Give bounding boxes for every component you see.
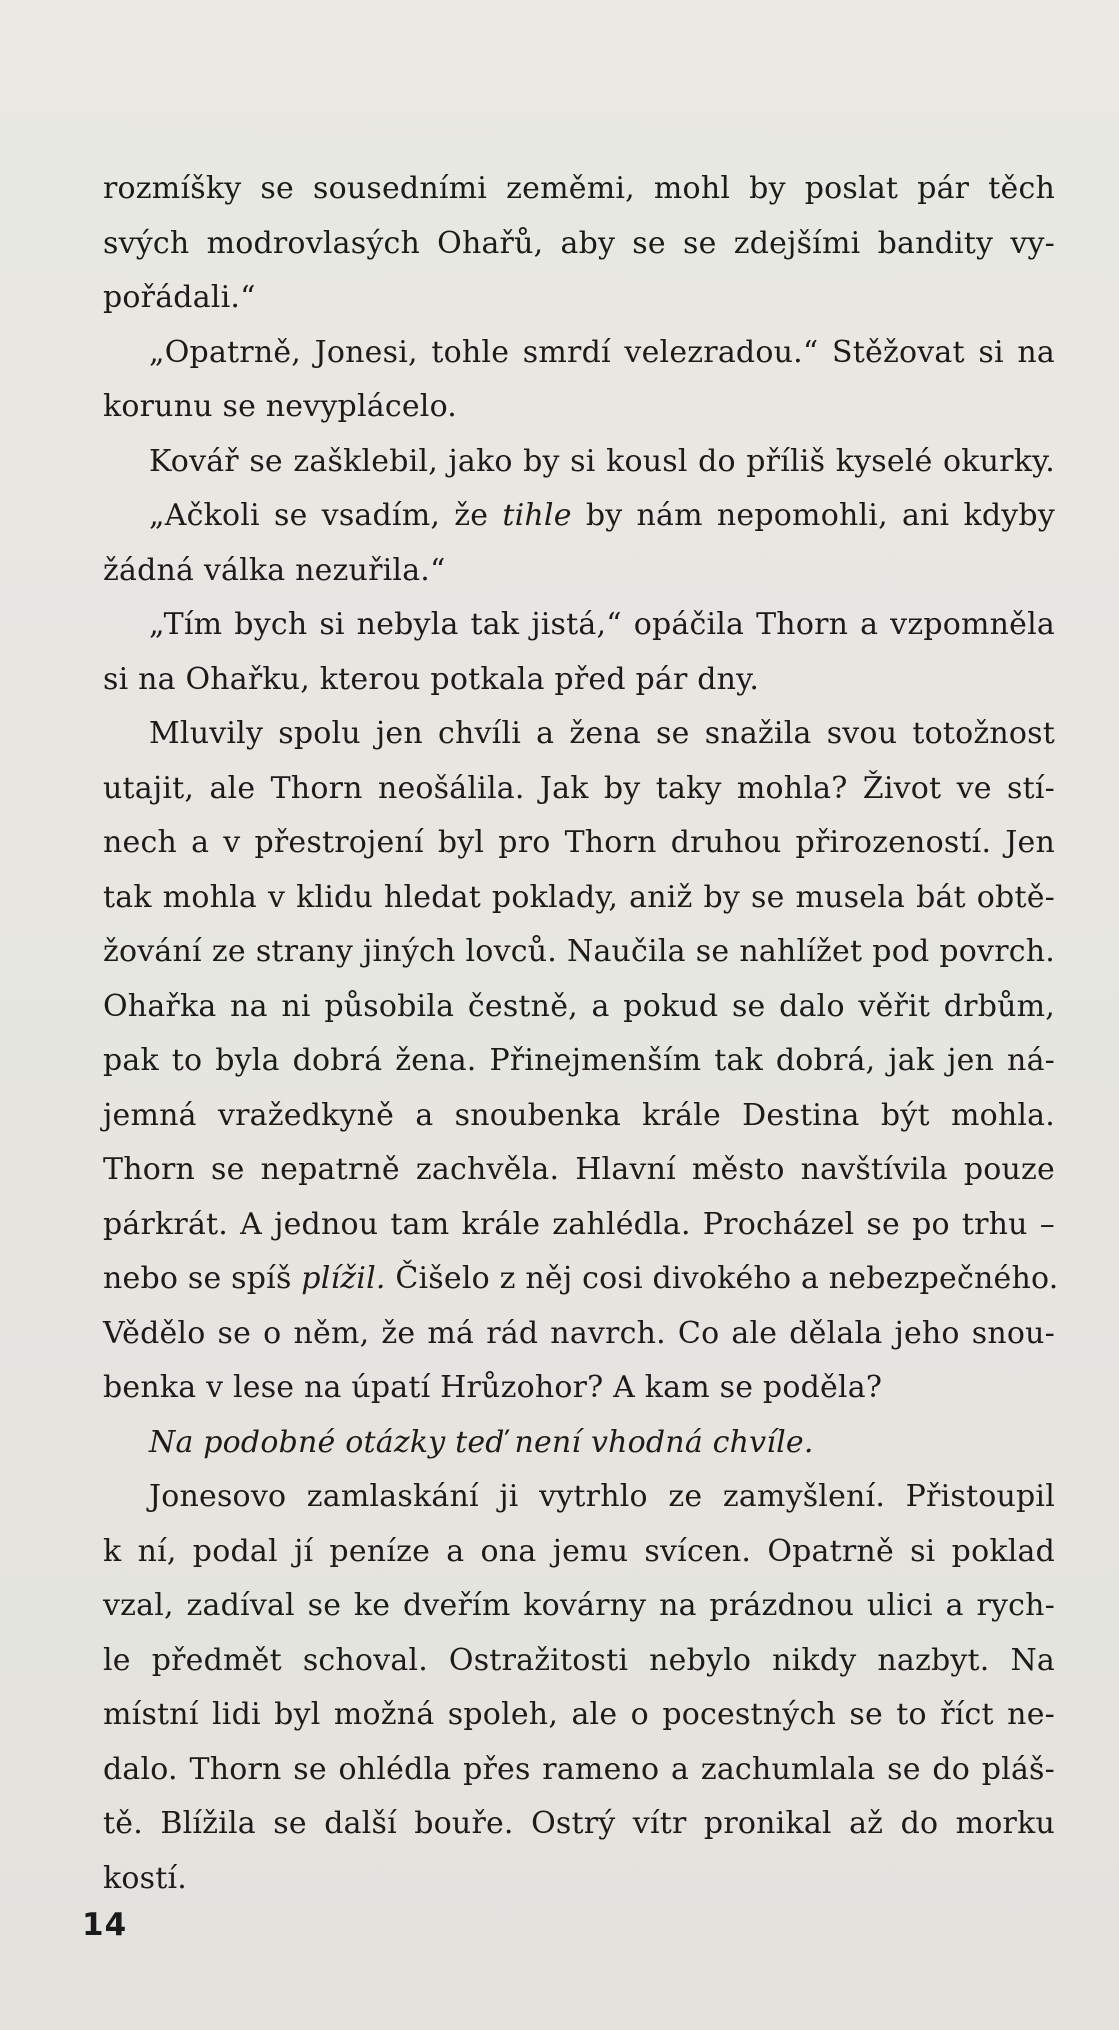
- text-line: benka v lese na úpatí Hrůzohor? A kam se poděla?: [103, 1370, 883, 1405]
- text-line: tě. Blížila se další bouře. Ostrý vítr pronikal až do morku: [103, 1806, 1055, 1841]
- text-line: žování ze strany jiných lovců. Naučila se nahlížet pod povrch.: [103, 934, 1055, 969]
- text-line: místní lidi byl možná spoleh, ale o pocestných se to říct ne-: [103, 1697, 1055, 1732]
- text-line: le předmět schoval. Ostražitosti nebylo nikdy nazbyt. Na: [103, 1642, 1055, 1678]
- text-line: tak mohla v klidu hledat poklady, aniž by se musela bát obtě-: [103, 879, 1055, 915]
- text-line: kostí.: [103, 1860, 188, 1896]
- text-line: žádná válka nezuřila.“: [103, 552, 446, 588]
- text-run: Čišelo z něj cosi divokého a nebezpečného.: [385, 1261, 1059, 1296]
- text-line: jemná vražedkyně a snoubenka krále Destina být mohla.: [103, 1097, 1055, 1133]
- text-run: by nám nepomohli, ani kdyby: [571, 498, 1055, 533]
- text-line: vzal, zadíval se ke dveřím kovárny na prázdnou ulici a rych-: [103, 1588, 1055, 1623]
- emphasis-text: plížil.: [301, 1261, 386, 1296]
- text-line: utajit, ale Thorn neošálila. Jak by taky mohla? Život ve stí-: [103, 770, 1055, 806]
- emphasis-text: tihle: [502, 498, 572, 533]
- text-run: nebo se spíš: [103, 1261, 302, 1296]
- text-line: Kovář se zašklebil, jako by si kousl do příliš kyselé okurky.: [149, 443, 1055, 479]
- text-run: „Ačkoli se vsadím, že: [149, 498, 503, 533]
- page-number: 14: [82, 1907, 128, 1943]
- text-line: „Tím bych si nebyla tak jistá,“ opáčila Thorn a vzpomněla: [149, 607, 1055, 642]
- text-line: Jonesovo zamlaskání ji vytrhlo ze zamyšlení. Přistoupil: [149, 1479, 1055, 1514]
- text-line: nech a v přestrojení byl pro Thorn druhou přirozeností. Jen: [103, 825, 1055, 860]
- text-line: Mluvily spolu jen chvíli a žena se snažila svou totožnost: [149, 716, 1055, 751]
- text-line: párkrát. A jednou tam krále zahlédla. Procházel se po trhu –: [103, 1206, 1055, 1242]
- text-line: Ohařka na ni působila čestně, a pokud se dalo věřit drbům,: [103, 988, 1055, 1024]
- body-text: [103, 162, 1059, 1906]
- text-line: korunu se nevyplácelo.: [103, 389, 458, 424]
- text-line: Thorn se nepatrně zachvěla. Hlavní město navštívila pouze: [103, 1152, 1055, 1187]
- text-line: pořádali.“: [103, 280, 256, 315]
- text-line: pak to byla dobrá žena. Přinejmenším tak dobrá, jak jen ná-: [103, 1043, 1055, 1078]
- text-line: dalo. Thorn se ohlédla přes rameno a zachumlala se do pláš-: [103, 1751, 1055, 1787]
- text-line: [103, 489, 1055, 544]
- text-line: k ní, podal jí peníze a ona jemu svícen. Opatrně si poklad: [103, 1533, 1055, 1569]
- text-line: „Opatrně, Jonesi, tohle smrdí velezradou.“ Stěžovat si na: [149, 334, 1055, 370]
- text-line: [103, 1252, 1059, 1307]
- text-line: Vědělo se o něm, že má rád navrch. Co ale dělala jeho snou-: [103, 1315, 1055, 1351]
- text-line: rozmíšky se sousedními zeměmi, mohl by poslat pár těch: [103, 171, 1055, 206]
- italic-thought-line: Na podobné otázky teď není vhodná chvíle.: [149, 1424, 814, 1460]
- text-line: si na Ohařku, kterou potkala před pár dny.: [103, 661, 760, 697]
- text-line: svých modrovlasých Ohařů, aby se se zdejšími bandity vy-: [103, 225, 1055, 261]
